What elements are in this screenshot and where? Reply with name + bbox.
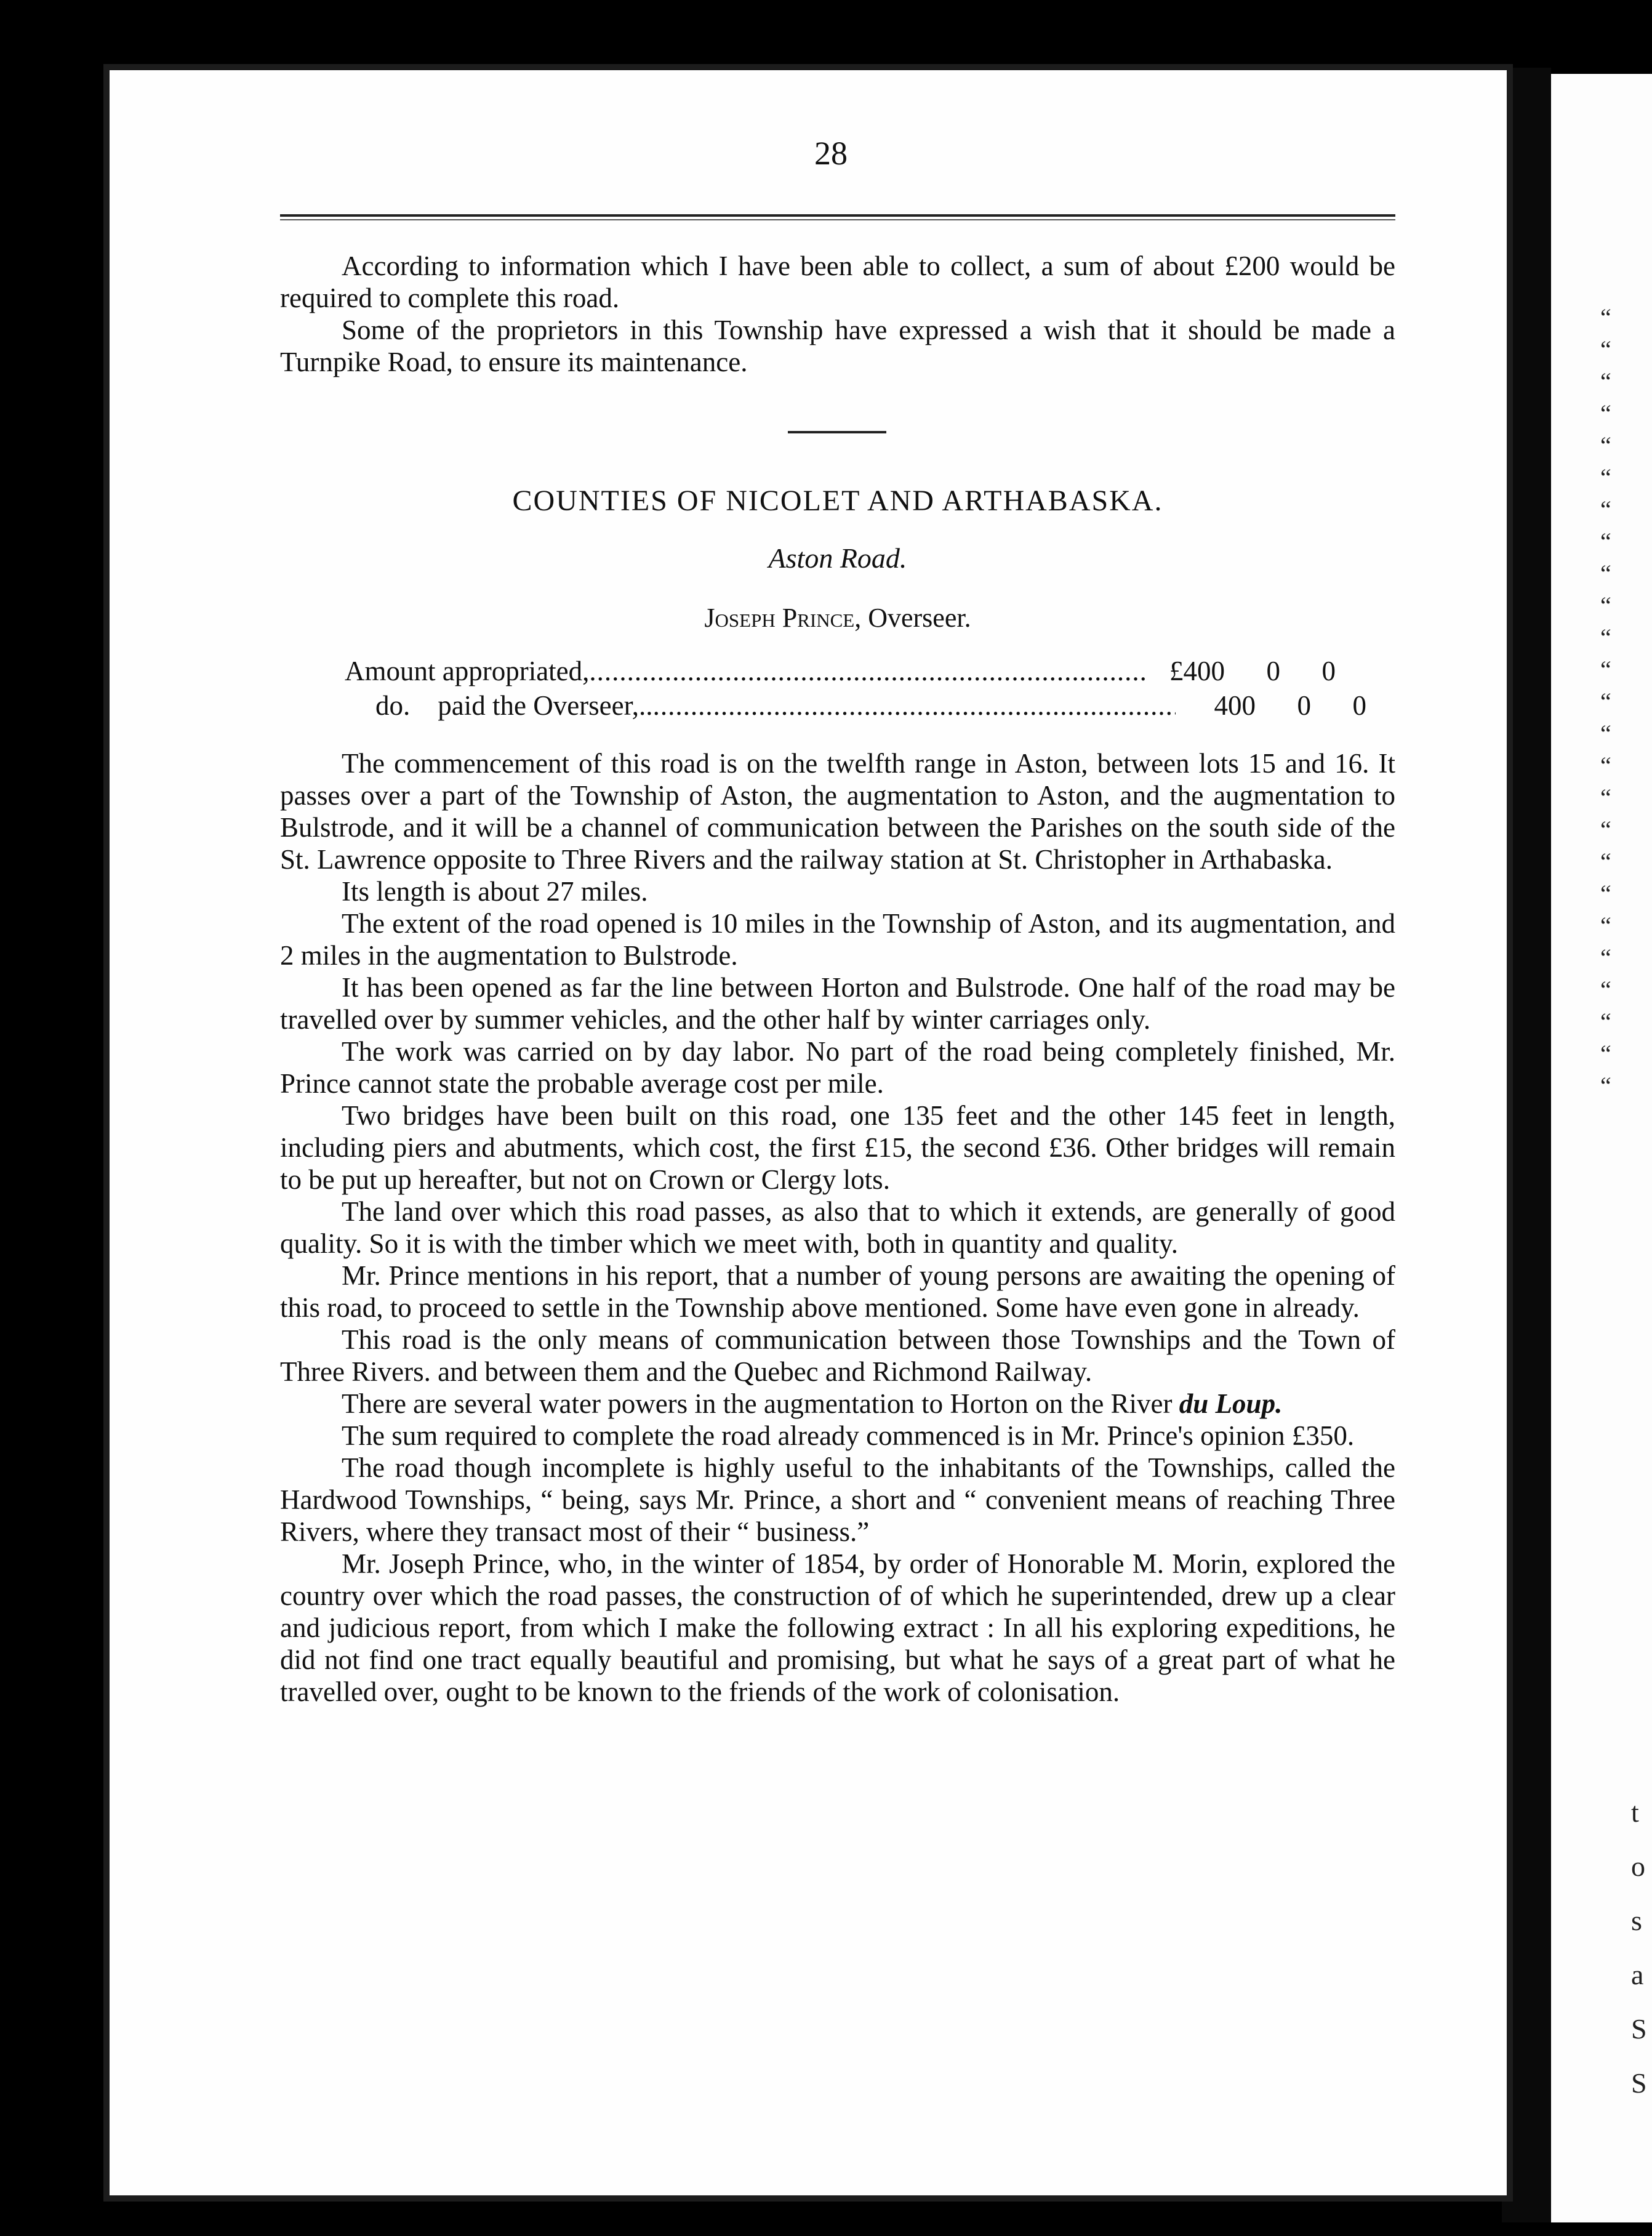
facing-page-quote-marks [1600, 302, 1611, 1102]
edge-letter: o [1631, 1851, 1645, 1882]
body-paragraph: The sum required to complete the road already commenced is in Mr. Prince's opinion £350. [342, 1420, 1355, 1451]
finance-ditto: do. [375, 690, 411, 721]
quote-mark: “ [1600, 304, 1611, 331]
quote-mark: “ [1600, 432, 1611, 459]
body-paragraph: Mr. Joseph Prince, who, in the winter of 1854, by order of Honorable M. Morin, explored the country over which the road passes, the construction of of which he superintended, drew up a clear and judicious report, from which I make the following extract : In all his exploring expeditions, he did not find one tract equally beautiful and promising, but what he says of a great part of what he travelled over, ought to be known to the friends of the work of colonisation. [280, 1548, 1395, 1707]
body-paragraph: The work was carried on by day labor. No part of the road being completely finished, Mr. Prince cannot state the probable average cost per mile. [280, 1036, 1395, 1099]
body-paragraph: The road though incomplete is highly useful to the inhabitants of the Townships, called the Hardwood Townships, “ being, says Mr. Prince, a short and “ convenient means of reaching Three Rivers, where they transact most of their “ business.” [280, 1452, 1395, 1547]
finance-shillings: 0 [1297, 690, 1311, 721]
body-paragraphs [280, 747, 1395, 1708]
quote-mark: “ [1600, 464, 1611, 491]
header-rule [280, 214, 1395, 220]
road-name: Aston Road. [768, 542, 907, 574]
facing-page-edge-letters [1631, 1785, 1647, 2110]
section-divider [788, 431, 886, 433]
edge-letter: S [1631, 2013, 1647, 2045]
finance-pence: 0 [1352, 690, 1366, 721]
quote-mark: “ [1600, 528, 1611, 555]
river-name: du Loup. [1179, 1388, 1283, 1419]
finance-row-paid [345, 688, 1403, 723]
quote-mark: “ [1600, 1008, 1611, 1036]
body-paragraph: It has been opened as far the line between Horton and Bulstrode. One half of the road may be travelled over by summer vehicles, and the other half by winter carriages only. [280, 972, 1395, 1035]
finance-row-appropriated [345, 654, 1403, 688]
quote-mark: “ [1600, 624, 1611, 651]
quote-mark: “ [1600, 592, 1611, 619]
quote-mark: “ [1600, 880, 1611, 907]
overseer-name: Joseph Prince, [704, 603, 862, 633]
quote-mark: “ [1600, 656, 1611, 683]
body-paragraph: Its length is about 27 miles. [342, 876, 648, 907]
overseer-role: Overseer. [868, 603, 971, 633]
body-paragraph: The land over which this road passes, as also that to which it extends, are generally of good quality. So it is with the timber which we meet with, both in quantity and quality. [280, 1196, 1395, 1259]
finance-table [345, 654, 1403, 723]
finance-label: Amount appropriated, [345, 656, 590, 686]
quote-mark: “ [1600, 400, 1611, 427]
quote-mark: “ [1600, 336, 1611, 363]
edge-letter: s [1631, 1905, 1642, 1936]
body-paragraph: Two bridges have been built on this road, one 135 feet and the other 145 feet in length, including piers and abutments, which cost, the first £15, the second £36. Other bridges will remain to be put up hereafter, but not on Crown or Clergy lots. [280, 1100, 1395, 1195]
quote-mark: “ [1600, 848, 1611, 875]
body-paragraph-water-powers [280, 1388, 1395, 1420]
finance-label: paid the Overseer,.. [438, 690, 653, 721]
finance-pence: 0 [1321, 656, 1336, 686]
body-paragraph: The commencement of this road is on the twelfth range in Aston, between lots 15 and 16. It passes over a part of the Township of Aston, the augmentation to Aston, and the augmentation to Bulstrode, and it will be a channel of communication between the Parishes on the south side of the St. Lawrence opposite to Three Rivers and the railway station at St. Christopher in Arthabaska. [280, 748, 1395, 875]
edge-letter: a [1631, 1959, 1644, 1990]
intro-paragraph-1: According to information which I have been able to collect, a sum of about £200 would be required to complete this road. [280, 251, 1395, 313]
quote-mark: “ [1600, 1040, 1611, 1068]
overseer-line [280, 602, 1395, 633]
quote-mark: “ [1600, 944, 1611, 971]
finance-shillings: 0 [1266, 656, 1280, 686]
section-title: COUNTIES OF NICOLET AND ARTHABASKA. [512, 485, 1163, 517]
quote-mark: “ [1600, 912, 1611, 939]
quote-mark: “ [1600, 560, 1611, 587]
quote-mark: “ [1600, 976, 1611, 1003]
water-powers-text: There are several water powers in the augmentation to Horton on the River [342, 1388, 1173, 1419]
body-paragraph: Mr. Prince mentions in his report, that a number of young persons are awaiting the opening of this road, to proceed to settle in the Township above mentioned. Some have even gone in already. [280, 1260, 1395, 1323]
body-paragraph: This road is the only means of communication between those Townships and the Town of Three Rivers. and between them and the Quebec and Richmond Railway. [280, 1324, 1395, 1387]
edge-letter: t [1631, 1796, 1639, 1828]
intro-paragraphs [280, 250, 1395, 378]
body-paragraph: The extent of the road opened is 10 miles in the Township of Aston, and its augmentation, and 2 miles in the augmentation to Bulstrode. [280, 908, 1395, 971]
finance-amount: £400 [1169, 656, 1225, 686]
quote-mark: “ [1600, 688, 1611, 715]
quote-mark: “ [1600, 752, 1611, 779]
quote-mark: “ [1600, 720, 1611, 747]
intro-paragraph-2: Some of the proprietors in this Township have expressed a wish that it should be made a Turnpike Road, to ensure its maintenance. [280, 315, 1395, 377]
page-number: 28 [814, 135, 848, 172]
quote-mark: “ [1600, 368, 1611, 395]
quote-mark: “ [1600, 496, 1611, 523]
finance-amount: 400 [1214, 690, 1256, 721]
quote-mark: “ [1600, 784, 1611, 811]
edge-letter: S [1631, 2067, 1647, 2099]
quote-mark: “ [1600, 816, 1611, 843]
quote-mark: “ [1600, 1072, 1611, 1100]
